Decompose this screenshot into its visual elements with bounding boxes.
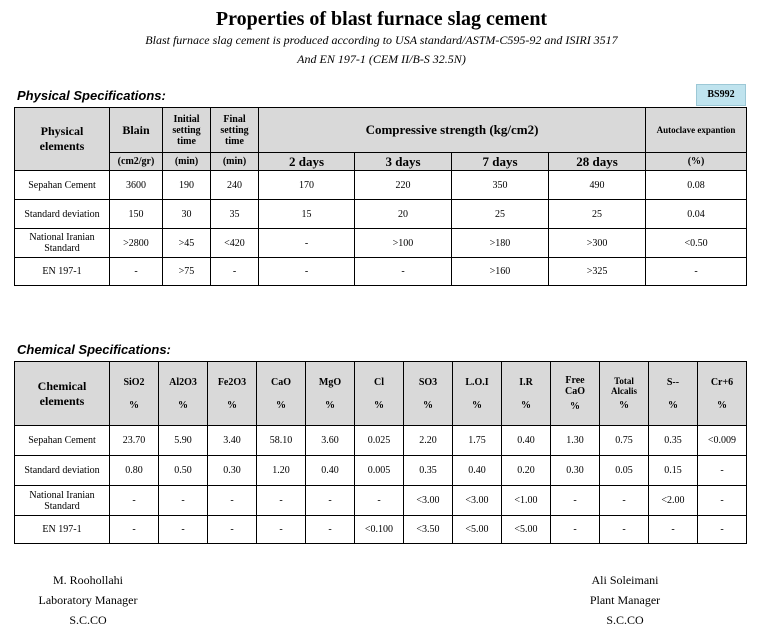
table-cell: <3.00 [453, 486, 502, 516]
header-al2o3: Al2O3 % [159, 362, 208, 426]
header-initial-setting-time: Initial setting time [163, 108, 211, 153]
table-cell: - [698, 456, 747, 486]
table-cell: <3.00 [404, 486, 453, 516]
chemical-specifications-table [14, 361, 747, 544]
header-final-setting-time: Final setting time [211, 108, 259, 153]
table-cell: - [208, 486, 257, 516]
table-cell: <2.00 [649, 486, 698, 516]
table-cell: - [259, 229, 355, 258]
table-cell: - [551, 516, 600, 544]
header-7-days: 7 days [452, 153, 549, 171]
table-cell: >325 [549, 258, 646, 286]
table-cell: 1.20 [257, 456, 306, 486]
table-row [15, 426, 747, 456]
table-cell: 15 [259, 200, 355, 229]
table-cell: 170 [259, 171, 355, 200]
table-row [15, 456, 747, 486]
table-cell: <5.00 [502, 516, 551, 544]
row-label: Standard deviation [15, 456, 110, 486]
row-label: National Iranian Standard [15, 229, 110, 258]
header-2-days: 2 days [259, 153, 355, 171]
page-title: Properties of blast furnace slag cement [215, 8, 548, 30]
header-chemical-elements: Chemical elements [15, 362, 110, 426]
table-cell: >180 [452, 229, 549, 258]
header-cao: CaO % [257, 362, 306, 426]
table-cell: - [355, 258, 452, 286]
table-cell: - [110, 516, 159, 544]
table-cell: - [649, 516, 698, 544]
table-cell: 2.20 [404, 426, 453, 456]
table-cell: - [159, 516, 208, 544]
signer-name: Ali Soleimani [591, 573, 659, 587]
table-cell: 5.90 [159, 426, 208, 456]
table-cell: <1.00 [502, 486, 551, 516]
table-cell: 0.30 [208, 456, 257, 486]
table-cell: 220 [355, 171, 452, 200]
row-label: Standard deviation [15, 200, 110, 229]
table-cell: 490 [549, 171, 646, 200]
table-cell: 0.40 [453, 456, 502, 486]
header-free-cao: Free CaO % [551, 362, 600, 426]
table-cell: >45 [163, 229, 211, 258]
signature-left [18, 570, 158, 630]
table-cell: 25 [452, 200, 549, 229]
table-cell: 0.15 [649, 456, 698, 486]
header-s: S-- % [649, 362, 698, 426]
table-cell: - [159, 486, 208, 516]
unit-blain: (cm2/gr) [110, 153, 163, 171]
table-cell: - [646, 258, 747, 286]
header-blain: Blain [110, 108, 163, 153]
table-cell: 0.40 [306, 456, 355, 486]
physical-specifications-table [14, 107, 747, 286]
signer-role: Plant Manager [589, 593, 661, 607]
table-cell: 0.04 [646, 200, 747, 229]
header-so3: SO3 % [404, 362, 453, 426]
table-cell: >100 [355, 229, 452, 258]
table-cell: 0.50 [159, 456, 208, 486]
table-cell: - [355, 486, 404, 516]
table-cell: - [259, 258, 355, 286]
table-cell: <0.50 [646, 229, 747, 258]
subtitle-line-2: And EN 197-1 (CEM II/B-S 32.5N) [297, 52, 466, 66]
table-cell: 240 [211, 171, 259, 200]
table-cell: 3.40 [208, 426, 257, 456]
table-cell: >75 [163, 258, 211, 286]
table-cell: - [306, 486, 355, 516]
row-label: Sepahan Cement [15, 171, 110, 200]
table-cell: - [257, 516, 306, 544]
unit-autoclave: (%) [646, 153, 747, 171]
row-label: EN 197-1 [15, 258, 110, 286]
table-cell: 0.025 [355, 426, 404, 456]
table-cell: <0.009 [698, 426, 747, 456]
table-cell: - [600, 516, 649, 544]
row-label: Sepahan Cement [15, 426, 110, 456]
table-row [15, 229, 747, 258]
signer-org: S.C.CO [606, 613, 644, 627]
header-total-alcalis: Total Alcalis % [600, 362, 649, 426]
table-cell: - [600, 486, 649, 516]
header-loi: L.O.I % [453, 362, 502, 426]
header-28-days: 28 days [549, 153, 646, 171]
table-cell: >160 [452, 258, 549, 286]
signer-name: M. Roohollahi [52, 573, 123, 587]
unit-final: (min) [211, 153, 259, 171]
unit-initial: (min) [163, 153, 211, 171]
header-mgo: MgO % [306, 362, 355, 426]
row-label: EN 197-1 [15, 516, 110, 544]
table-cell: 20 [355, 200, 452, 229]
chemical-section-title: Chemical Specifications: [17, 342, 171, 357]
table-cell: 190 [163, 171, 211, 200]
table-cell: <420 [211, 229, 259, 258]
header-fe2o3: Fe2O3 % [208, 362, 257, 426]
table-cell: 0.40 [502, 426, 551, 456]
table-cell: - [551, 486, 600, 516]
table-row [15, 200, 747, 229]
header-physical-elements: Physical elements [15, 108, 110, 171]
header-ir: I.R % [502, 362, 551, 426]
table-cell: 0.20 [502, 456, 551, 486]
signer-org: S.C.CO [69, 613, 107, 627]
signer-role: Laboratory Manager [38, 593, 138, 607]
table-cell: 30 [163, 200, 211, 229]
header-compressive-strength: Compressive strength (kg/cm2) [259, 108, 646, 153]
table-cell: >300 [549, 229, 646, 258]
table-row [15, 258, 747, 286]
table-cell: - [698, 486, 747, 516]
table-row [15, 486, 747, 516]
table-cell: <3.50 [404, 516, 453, 544]
table-cell: 0.35 [404, 456, 453, 486]
header-cl: Cl % [355, 362, 404, 426]
table-cell: >2800 [110, 229, 163, 258]
table-cell: <5.00 [453, 516, 502, 544]
table-cell: 58.10 [257, 426, 306, 456]
table-cell: 3600 [110, 171, 163, 200]
table-cell: 0.35 [649, 426, 698, 456]
table-cell: 0.08 [646, 171, 747, 200]
bs992-badge: BS992 [696, 84, 746, 106]
table-cell: 0.75 [600, 426, 649, 456]
table-cell: 0.80 [110, 456, 159, 486]
table-cell: - [257, 486, 306, 516]
header-3-days: 3 days [355, 153, 452, 171]
table-cell: 35 [211, 200, 259, 229]
row-label: National Iranian Standard [15, 486, 110, 516]
table-cell: - [211, 258, 259, 286]
table-cell: 23.70 [110, 426, 159, 456]
table-row [15, 171, 747, 200]
header-sio2: SiO2 % [110, 362, 159, 426]
table-cell: <0.100 [355, 516, 404, 544]
physical-section-title: Physical Specifications: [17, 88, 166, 103]
table-cell: 150 [110, 200, 163, 229]
table-row [15, 516, 747, 544]
table-cell: - [110, 486, 159, 516]
table-cell: - [306, 516, 355, 544]
header-autoclave-expansion: Autoclave expantion [646, 108, 747, 153]
table-cell: 1.30 [551, 426, 600, 456]
table-cell: - [698, 516, 747, 544]
signature-right [555, 570, 695, 630]
table-cell: 350 [452, 171, 549, 200]
table-cell: - [110, 258, 163, 286]
table-cell: 3.60 [306, 426, 355, 456]
subtitle-line-1: Blast furnace slag cement is produced according to USA standard/ASTM-C595-92 and ISIRI 3517 [145, 33, 618, 47]
table-cell: 1.75 [453, 426, 502, 456]
table-cell: 25 [549, 200, 646, 229]
table-cell: 0.005 [355, 456, 404, 486]
table-cell: 0.30 [551, 456, 600, 486]
table-cell: 0.05 [600, 456, 649, 486]
table-cell: - [208, 516, 257, 544]
header-cr6: Cr+6 % [698, 362, 747, 426]
